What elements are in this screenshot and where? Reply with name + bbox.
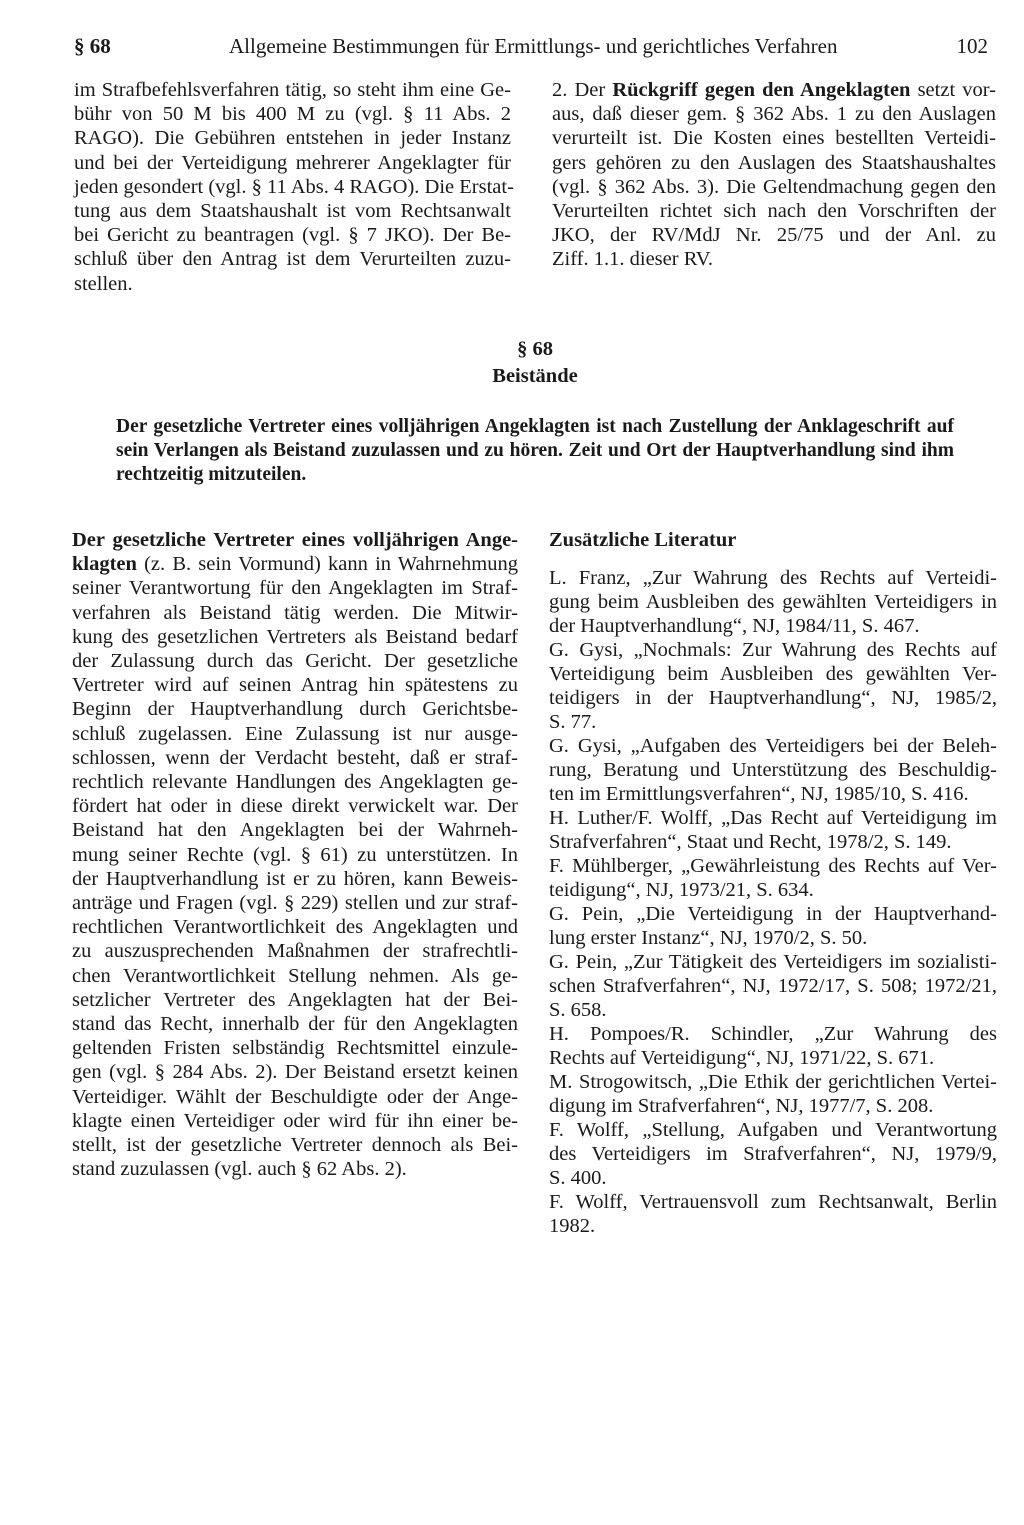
literature-line: lung erster Instanz“, NJ, 1970/2, S. 50. [549,927,868,950]
paragraph-line: anträge und Fragen (vgl. § 229) stellen und zur straf- [72,892,518,915]
text-run: 2. Der [552,79,613,101]
paragraph-line: stellt, ist der gesetzliche Vertreter dennoch als Bei- [72,1134,518,1157]
literature-line: G. Pein, „Die Verteidigung in der Hauptverhand- [549,903,997,926]
literature-line: Strafverfahren“, Staat und Recht, 1978/2, S. 149. [549,831,952,854]
paragraph-line: verfahren als Beistand tätig werden. Die Mitwir- [72,601,518,624]
paragraph-line [72,552,518,576]
paragraph-line: rechtlich relevante Handlungen des Angeklagten ge- [72,771,518,794]
literature-column [549,528,997,1238]
literature-line: ten im Ermittlungsverfahren“, NJ, 1985/10, S. 416. [549,783,969,806]
paragraph-line: seiner Verantwortung für den Angeklagten im Straf- [72,577,518,600]
paragraph-line: kung des gesetzlichen Vertreters als Beistand bedarf [72,625,518,648]
paragraph-line: zu auszusprechenden Maßnahmen der strafrechtli- [72,940,518,963]
paragraph-line: (vgl. § 362 Abs. 3). Die Geltendmachung gegen den [552,175,996,198]
literature-line: H. Pompoes/R. Schindler, „Zur Wahrung des [549,1023,997,1046]
top-right-lines [552,102,996,271]
statute-line: sein Verlangen als Beistand zuzulassen und zu hören. Zeit und Ort der Hauptverhandlung sind ihm [116,440,954,461]
section-number: § 68 [517,338,553,360]
literature-line: S. 400. [549,1167,607,1190]
paragraph-line: gen (vgl. § 284 Abs. 2). Der Beistand ersetzt keinen [72,1061,518,1084]
paragraph-line: chen Verantwortlichkeit Stellung nehmen. Als ge- [72,964,518,987]
paragraph-line: aus, daß dieser gem. § 362 Abs. 1 zu den Auslagen [552,103,996,126]
literature-line: F. Mühlberger, „Gewährleistung des Rechts auf Ver- [549,855,997,878]
paragraph-line: und bei der Verteidigung mehrerer Angeklagter für [74,151,511,174]
paragraph-line: JKO, der RV/MdJ Nr. 25/75 und der Anl. zu [552,224,996,247]
page-number: 102 [956,34,988,58]
paragraph-line: Beistand hat den Angeklagten bei der Wahrneh- [72,819,518,842]
top-left-column [74,78,514,296]
literature-line: L. Franz, „Zur Wahrung des Rechts auf Verteidi- [549,567,997,590]
literature-line: G. Gysi, „Aufgaben des Verteidigers bei der Beleh- [549,735,997,758]
running-head [66,28,996,62]
text-run: (z. B. sein Vormund) kann in Wahrnehmung [136,553,518,576]
paragraph-line: setzlicher Vertreter des Angeklagten hat der Bei- [72,988,518,1011]
literature-line: teidigung“, NJ, 1973/21, S. 634. [549,879,814,902]
literature-line: rung, Beratung und Unterstützung des Beschuldig- [549,759,997,782]
paragraph-line: Verurteilten richtet sich nach den Vorschriften der [552,200,996,223]
section-title: Beistände [492,365,578,387]
literature-line: F. Wolff, „Stellung, Aufgaben und Verantwortung [549,1119,997,1142]
paragraph-line: Ziff. 1.1. dieser RV. [552,248,714,271]
literature-line: M. Strogowitsch, „Die Ethik der gerichtlichen Vertei- [549,1071,997,1094]
paragraph-line: jeden gesondert (vgl. § 11 Abs. 4 RAGO). Die Erstat- [74,175,514,198]
literature-line: schen Strafverfahren“, NJ, 1972/17, S. 508; 1972/21, [549,975,997,998]
literature-line: F. Wolff, Vertrauensvoll zum Rechtsanwalt, Berlin [549,1191,997,1214]
paragraph-line: RAGO). Die Gebühren entstehen in jeder Instanz [74,127,511,150]
literature-line: 1982. [549,1215,596,1238]
paragraph-line: der Hauptverhandlung ist er zu hören, kann Beweis- [72,867,518,890]
statute-text [116,415,954,487]
paragraph-line: rechtlichen Verantwortlichkeit des Angeklagten und [72,916,518,939]
paragraph-line: schluß über den Antrag ist dem Verurteilten zuzu- [74,248,511,271]
literature-line: G. Gysi, „Nochmals: Zur Wahrung des Rechts auf [549,639,997,662]
top-right-column [552,78,996,272]
paragraph-line [552,78,996,102]
paragraph-line: schlossen, wenn der Verdacht besteht, daß er straf- [72,746,518,769]
literature-line: gung beim Ausbleiben des gewählten Verteidigers in [549,591,997,614]
paragraph-line: bühr von 50 M bis 400 M zu (vgl. § 11 Abs. 2 [74,103,511,126]
paragraph-line: schluß zugelassen. Eine Zulassung ist nur ausge- [72,722,518,745]
statute-line: rechtzeitig mitzuteilen. [116,464,307,485]
literature-line: G. Pein, „Zur Tätigkeit des Verteidigers im sozialisti- [549,951,997,974]
paragraph-line: Vertreter wird auf seinen Antrag hin spätestens zu [72,674,518,697]
literature-line: S. 658. [549,999,607,1022]
paragraph-line: Beginn der Hauptverhandlung durch Gerichtsbe- [72,698,518,721]
literature-heading: Zusätzliche Literatur [549,529,737,551]
paragraph-line: tung aus dem Staatshaushalt ist vom Rechtsanwalt [74,200,511,223]
emphasis-run: Rückgriff gegen den Angeklagten [612,79,911,101]
literature-line: Rechts auf Verteidigung“, NJ, 1971/22, S. 671. [549,1047,935,1070]
commentary-lines [72,576,518,1181]
paragraph-line: im Strafbefehlsverfahren tätig, so steht ihm eine Ge- [74,79,511,101]
statute-line: Der gesetzliche Vertreter eines volljährigen Angeklagten ist nach Zustellung der Anklageschrift auf [116,416,954,437]
literature-line: des Verteidigers im Strafverfahren“, NJ, 1979/9, [549,1143,997,1166]
emphasis-run: klagten [72,553,137,576]
text-run: setzt vor- [910,79,996,101]
commentary-column [72,528,518,1181]
paragraph-line: geltenden Fristen selbständig Rechtsmittel einzule- [72,1037,518,1060]
paragraph-line: Verteidiger. Wählt der Beschuldigte oder der Ange- [72,1085,518,1108]
literature-line: digung im Strafverfahren“, NJ, 1977/7, S. 208. [549,1095,934,1118]
literature-line: teidigers in der Hauptverhandlung“, NJ, 1985/2, [549,687,997,710]
paragraph-line: mung seiner Rechte (vgl. § 61) zu unterstützen. In [72,843,518,866]
paragraph-line: stand zuzulassen (vgl. auch § 62 Abs. 2). [72,1158,407,1181]
paragraph-line: stellen. [74,272,133,295]
paragraph-line: klagte einen Verteidiger oder wird für ihn einer be- [72,1109,518,1132]
running-head-title: Allgemeine Bestimmungen für Ermittlungs- und gerichtliches Verfahren [229,34,838,58]
paragraph-line: stand das Recht, innerhalb der für den Angeklagten [72,1013,518,1036]
running-head-section: § 68 [74,34,111,58]
paragraph-line: gers gehören zu den Auslagen des Staatshaushaltes [552,151,996,174]
paragraph-line: bei Gericht zu beantragen (vgl. § 7 JKO). Der Be- [74,224,511,247]
commentary-lead-line: Der gesetzliche Vertreter eines volljährigen Ange- [72,529,518,551]
paragraph-line: fördert hat oder in diese direkt verwickelt war. Der [72,795,518,818]
paragraph-line: verurteilt ist. Die Kosten eines bestellten Verteidi- [552,127,996,150]
paragraph-line: der Zulassung durch das Gericht. Der gesetzliche [72,650,518,673]
literature-line: H. Luther/F. Wolff, „Das Recht auf Verteidigung im [549,807,997,830]
literature-line: der Hauptverhandlung“, NJ, 1984/11, S. 467. [549,615,920,638]
literature-line: S. 77. [549,711,597,734]
literature-list [549,566,997,1238]
literature-line: Verteidigung beim Ausbleiben des gewählten Ver- [549,663,997,686]
